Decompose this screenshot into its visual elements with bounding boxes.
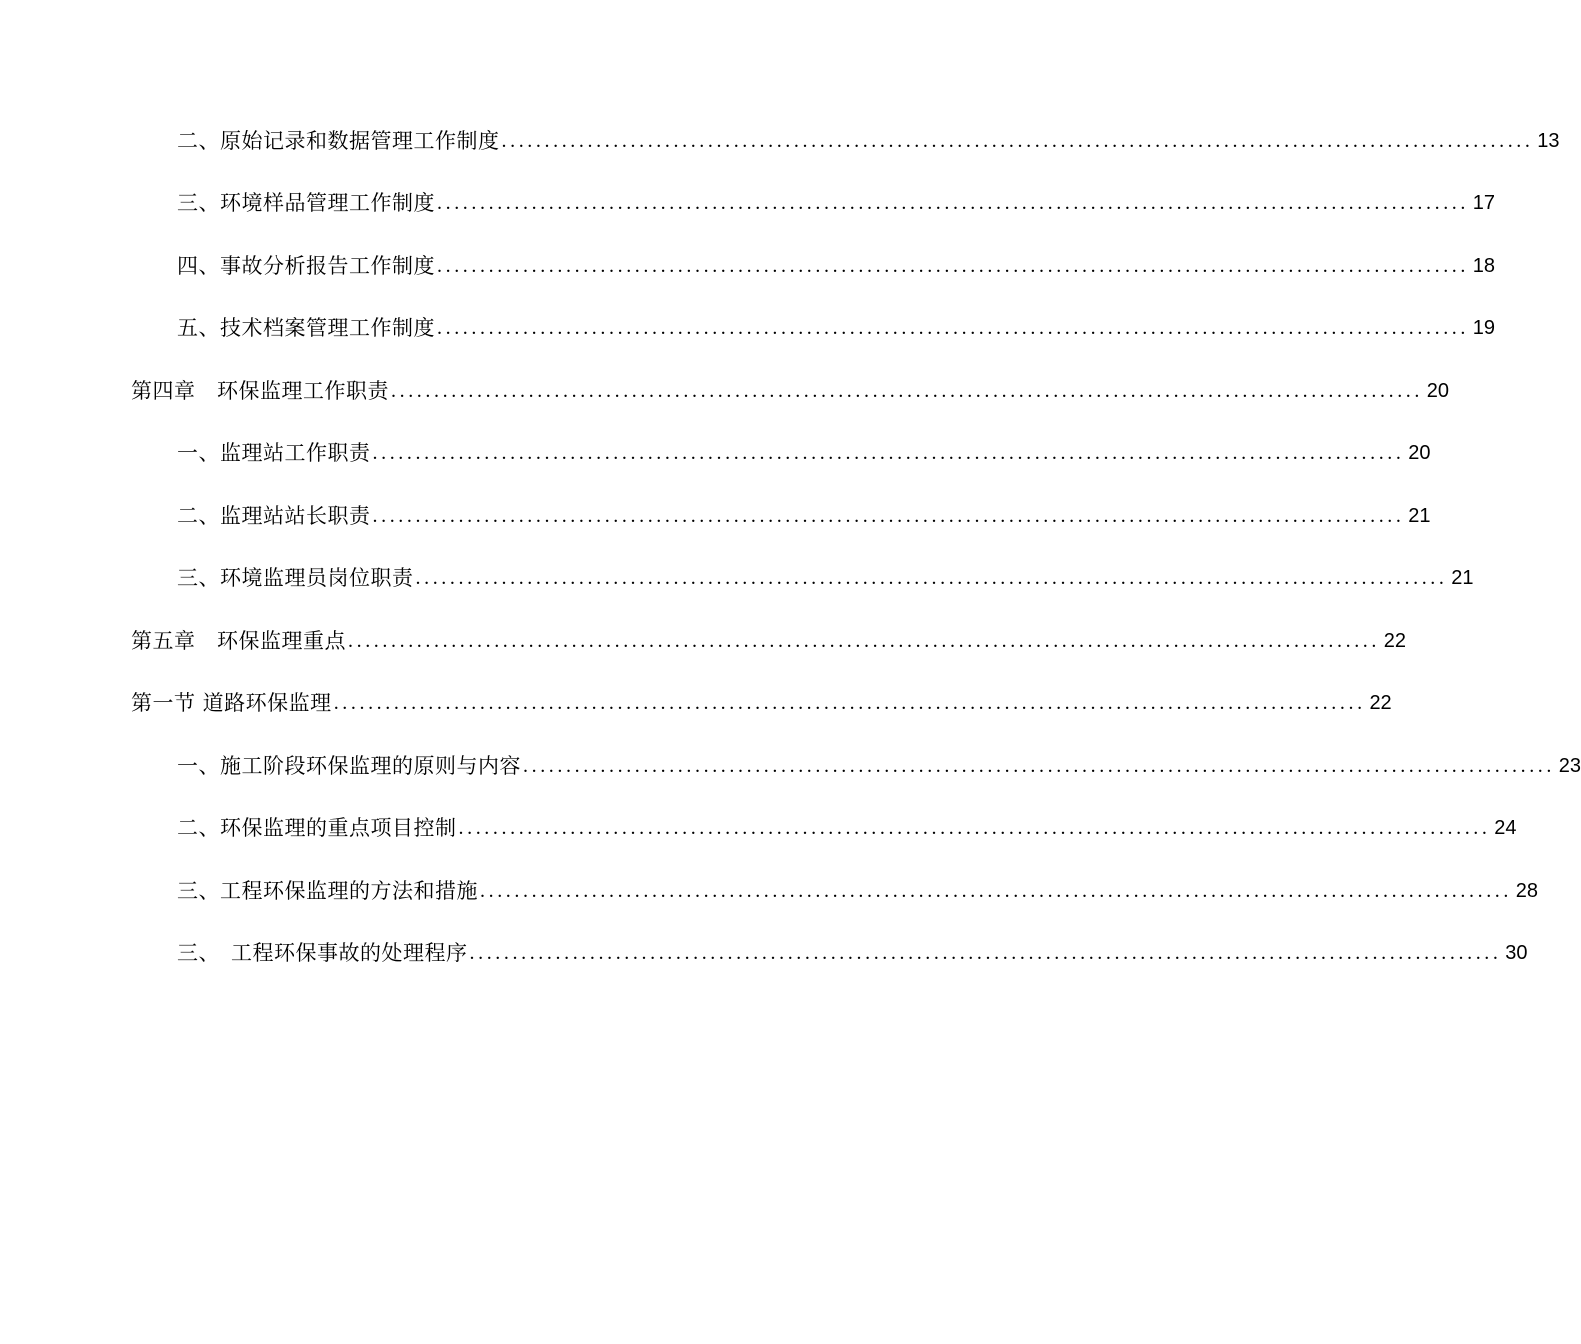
toc-dot-leader: ........................................................................................................................: [437, 317, 1469, 339]
toc-section-entry[interactable]: [0, 665, 1392, 728]
toc-page-number: 22: [1369, 692, 1392, 714]
toc-page-number: 24: [1494, 817, 1517, 839]
toc-page-number: 20: [1408, 442, 1431, 464]
toc-page-number: 28: [1515, 879, 1538, 902]
toc-entry[interactable]: [0, 727, 1581, 790]
toc-chapter-entry[interactable]: [0, 602, 1406, 665]
toc-entry-title: 三、环境样品管理工作制度: [177, 191, 435, 215]
toc-dot-leader: ........................................................................................................................: [469, 942, 1502, 964]
toc-entry[interactable]: [0, 540, 1474, 603]
toc-entry-title: 五、技术档案管理工作制度: [177, 316, 435, 340]
toc-entry[interactable]: [0, 227, 1495, 290]
toc-dot-leader: ........................................................................................................................: [458, 817, 1491, 839]
toc-entry-title: 三、环境监理员岗位职责: [177, 566, 414, 590]
toc-dot-leader: ........................................................................................................................: [391, 379, 1423, 402]
toc-page-number: 22: [1383, 629, 1406, 652]
toc-page-number: 13: [1537, 129, 1560, 152]
toc-entry[interactable]: [0, 290, 1495, 353]
toc-dot-leader: ........................................................................................................................: [333, 692, 1366, 714]
toc-entry-title: 二、监理站站长职责: [177, 503, 371, 528]
table-of-contents: [0, 102, 1581, 977]
toc-entry-title: 三、工程环保监理的方法和措施: [177, 878, 478, 903]
toc-entry-title: 四、事故分析报告工作制度: [177, 253, 435, 278]
toc-dot-leader: ........................................................................................................................: [501, 129, 1534, 152]
toc-entry-title: 第四章 环保监理工作职责: [131, 378, 389, 403]
toc-entry-title: 第五章 环保监理重点: [131, 628, 346, 653]
toc-dot-leader: ........................................................................................................................: [437, 192, 1469, 214]
toc-page-number: 18: [1472, 254, 1495, 277]
toc-dot-leader: ........................................................................................................................: [523, 754, 1555, 777]
toc-entry[interactable]: [0, 790, 1517, 853]
toc-entry-title: 三、 工程环保事故的处理程序: [177, 941, 468, 965]
toc-chapter-entry[interactable]: [0, 352, 1449, 415]
toc-page-number: 23: [1558, 754, 1581, 777]
toc-entry-title: 一、监理站工作职责: [177, 441, 371, 465]
toc-page-number: 30: [1505, 942, 1528, 964]
toc-dot-leader: ........................................................................................................................: [437, 254, 1469, 277]
toc-page-number: 17: [1472, 192, 1495, 214]
toc-entry[interactable]: [0, 102, 1560, 165]
toc-entry[interactable]: [0, 915, 1528, 978]
toc-page-number: 19: [1472, 317, 1495, 339]
toc-dot-leader: ........................................................................................................................: [372, 504, 1405, 527]
toc-entry-title: 一、施工阶段环保监理的原则与内容: [177, 753, 521, 778]
toc-entry[interactable]: [0, 165, 1495, 228]
toc-entry[interactable]: [0, 415, 1431, 478]
toc-entry-title: 二、环保监理的重点项目控制: [177, 816, 457, 840]
toc-entry-title: 二、原始记录和数据管理工作制度: [177, 128, 500, 153]
toc-dot-leader: ........................................................................................................................: [415, 567, 1448, 589]
toc-entry-title: 第一节 道路环保监理: [131, 691, 332, 715]
toc-page-number: 21: [1451, 567, 1474, 589]
toc-page-number: 21: [1408, 504, 1431, 527]
toc-entry[interactable]: [0, 477, 1431, 540]
toc-dot-leader: ........................................................................................................................: [372, 442, 1405, 464]
toc-dot-leader: ........................................................................................................................: [480, 879, 1512, 902]
toc-page-number: 20: [1426, 379, 1449, 402]
toc-entry[interactable]: [0, 852, 1538, 915]
toc-dot-leader: ........................................................................................................................: [348, 629, 1380, 652]
